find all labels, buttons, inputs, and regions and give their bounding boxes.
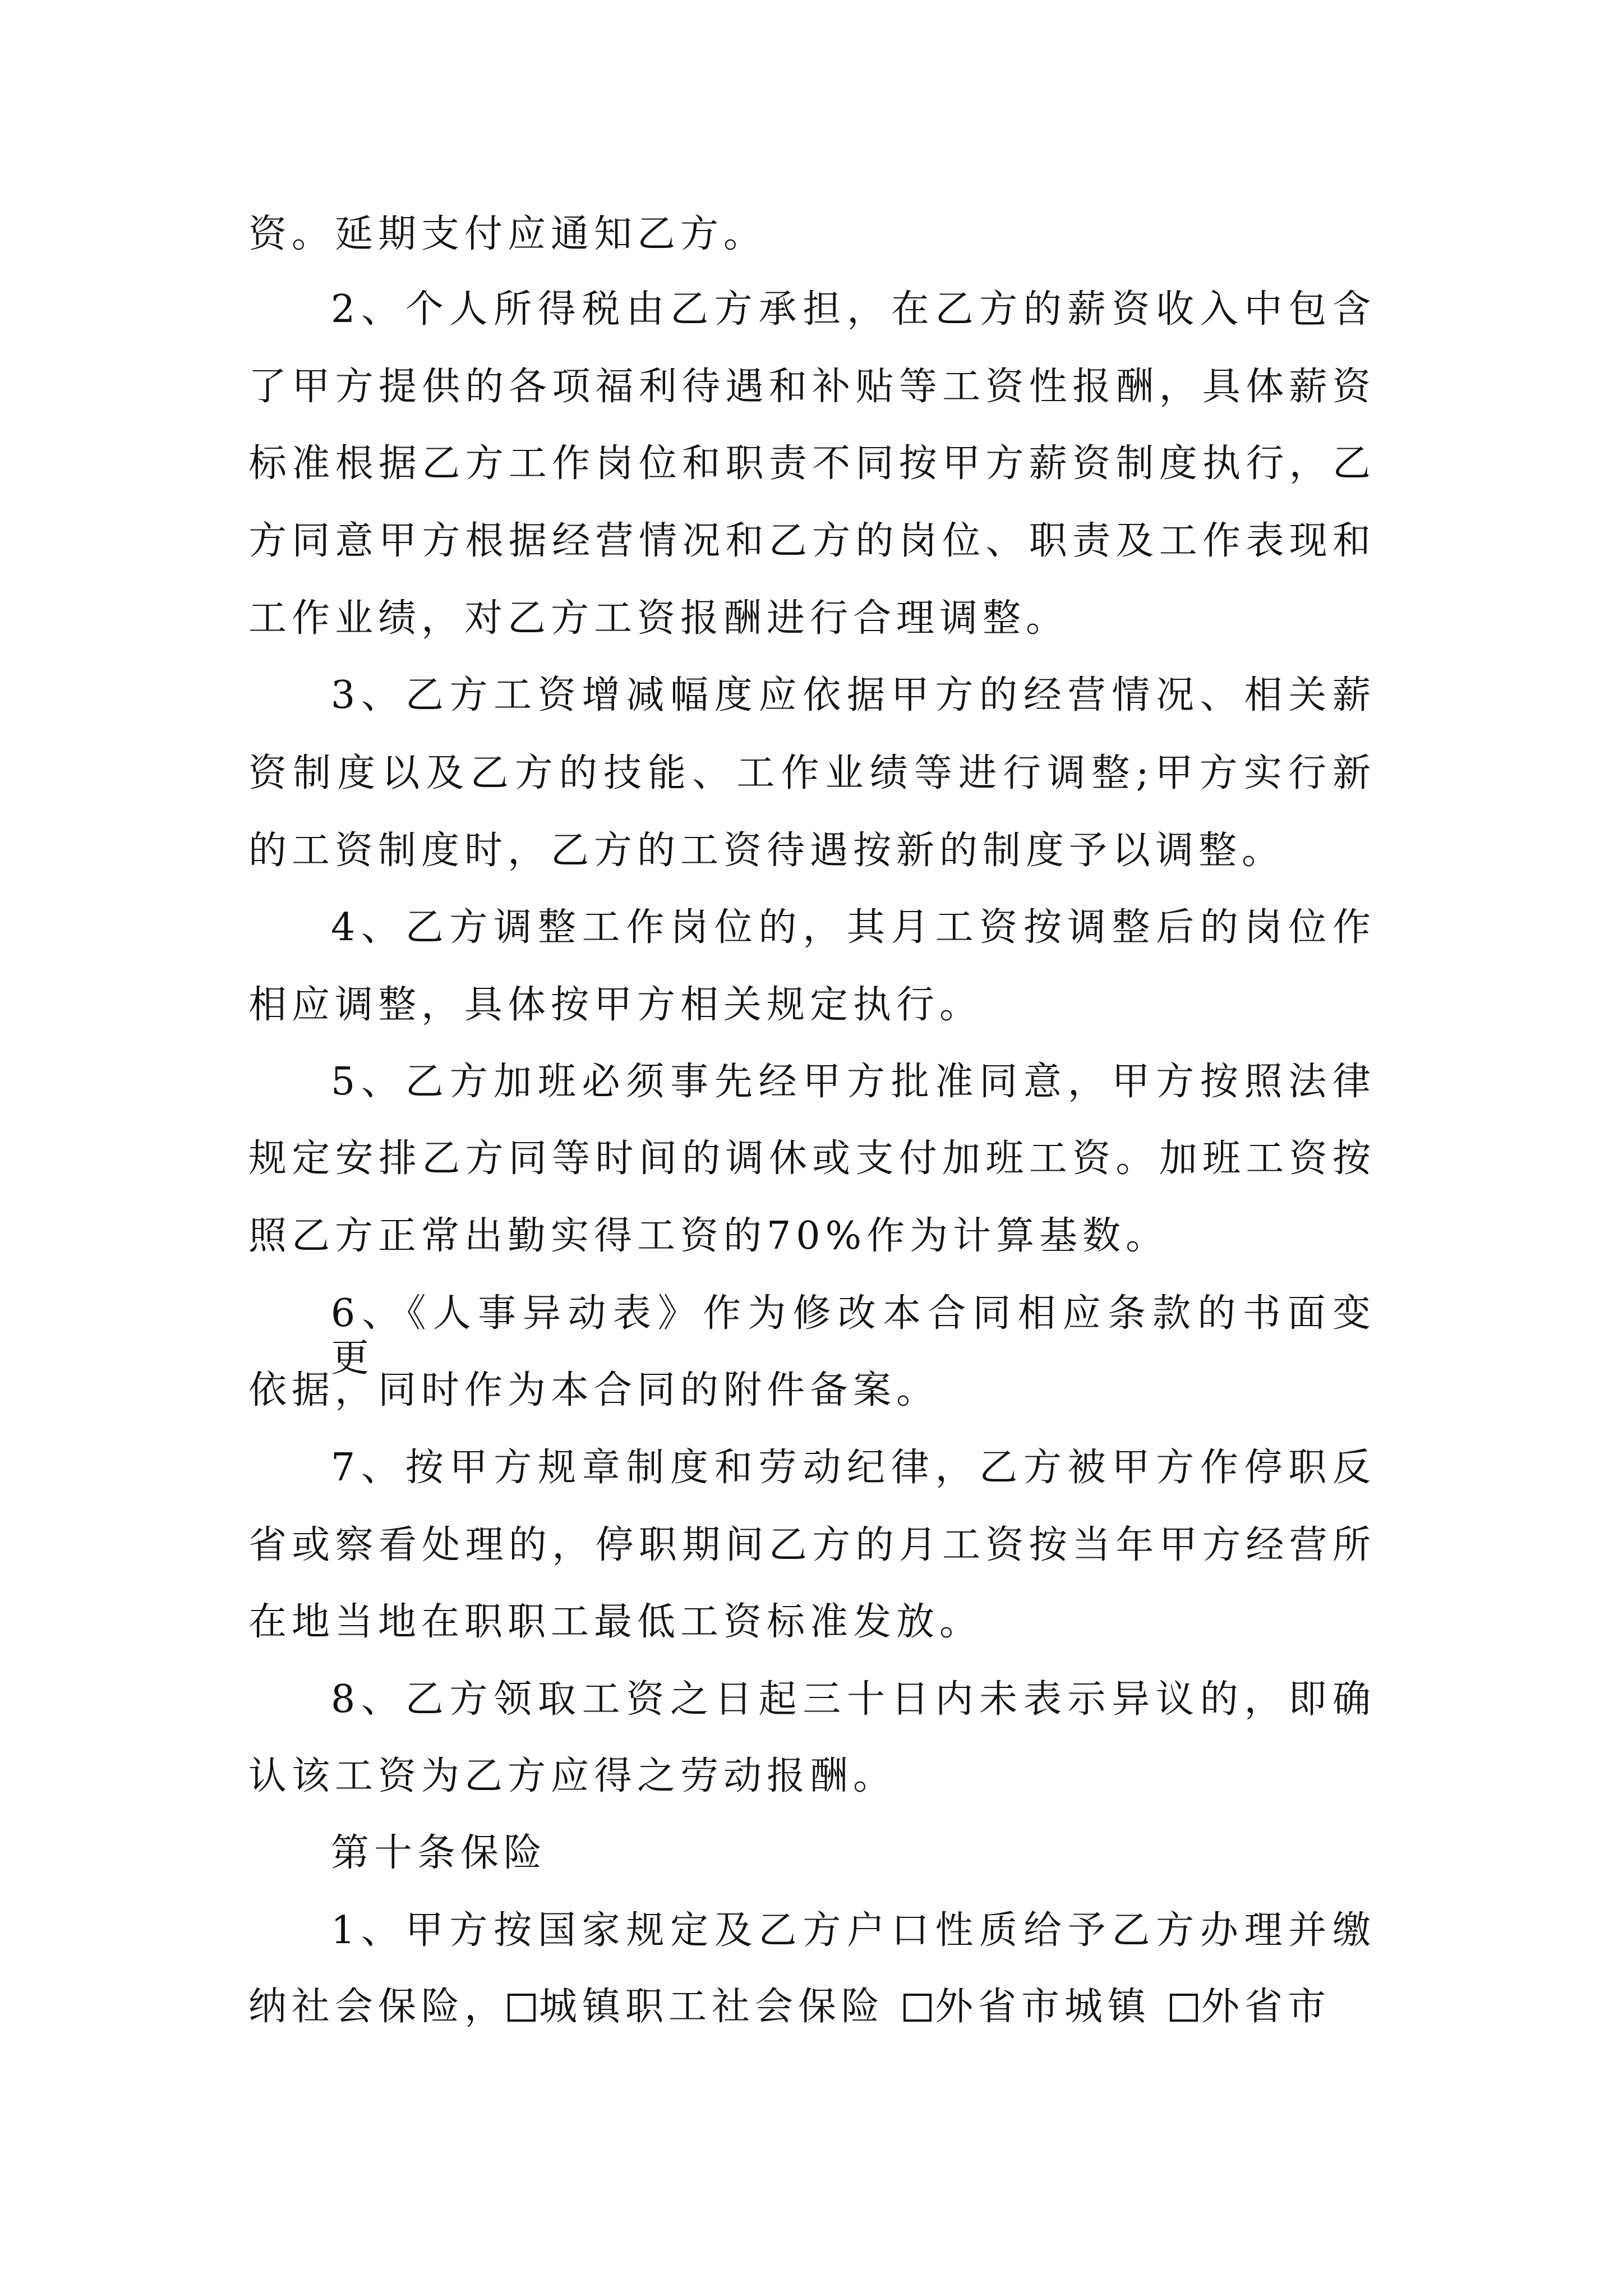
text-line-17: 7、按甲方规章制度和劳动纪律，乙方被甲方作停职反 [331, 1446, 1376, 1490]
text-line-7: 3、乙方工资增减幅度应依据甲方的经营情况、相关薪 [331, 673, 1376, 717]
text-line-9: 的工资制度时，乙方的工资待遇按新的制度予以调整。 [248, 829, 1285, 873]
text-line-12: 5、乙方加班必须事先经甲方批准同意，甲方按照法律 [331, 1060, 1376, 1104]
text-line-20: 8、乙方领取工资之日起三十日内未表示异议的，即确 [331, 1677, 1376, 1722]
text-line-10: 4、乙方调整工作岗位的，其月工资按调整后的岗位作 [331, 905, 1376, 950]
text-line-2: 2、个人所得税由乙方承担，在乙方的薪资收入中包含 [331, 287, 1376, 332]
text-line-24-lead: 纳社会保险， [248, 1985, 508, 2029]
text-line-1: 资。延期支付应通知乙方。 [248, 212, 767, 256]
checkbox-label-urban-employee-insurance: 城镇职工社会保险 [539, 1985, 885, 2029]
text-line-8: 资制度以及乙方的技能、工作业绩等进行调整;甲方实行新 [248, 751, 1376, 795]
section-heading: 第十条保险 [331, 1831, 547, 1875]
checkbox-other-province-urban[interactable] [903, 1994, 932, 2022]
text-line-23: 1、甲方按国家规定及乙方户口性质给予乙方办理并缴 [331, 1908, 1376, 1953]
checkbox-label-other-province: 外省市 [1201, 1985, 1331, 2029]
text-line-18: 省或察看处理的，停职期间乙方的月工资按当年甲方经营所 [248, 1523, 1376, 1567]
checkbox-urban-employee-insurance[interactable] [508, 1994, 536, 2022]
text-line-6: 工作业绩，对乙方工资报酬进行合理调整。 [248, 596, 1069, 641]
text-line-13: 规定安排乙方同等时间的调休或支付加班工资。加班工资按 [248, 1137, 1376, 1181]
text-line-11: 相应调整，具体按甲方相关规定执行。 [248, 983, 983, 1027]
text-line-19: 在地当地在职职工最低工资标准发放。 [248, 1600, 983, 1644]
text-line-14: 照乙方正常出勤实得工资的70%作为计算基数。 [248, 1214, 1169, 1258]
text-line-16: 依据，同时作为本合同的附件备案。 [248, 1368, 940, 1412]
text-line-24 [248, 1985, 1376, 2030]
text-line-21: 认该工资为乙方应得之劳动报酬。 [248, 1754, 897, 1798]
checkbox-label-other-province-urban: 外省市城镇 [935, 1985, 1151, 2029]
checkbox-other-province[interactable] [1170, 1994, 1198, 2022]
text-line-5: 方同意甲方根据经营情况和乙方的岗位、职责及工作表现和 [248, 519, 1376, 563]
text-line-15: 6、《人事异动表》作为修改本合同相应条款的书面变更 [331, 1291, 1376, 1381]
text-line-3: 了甲方提供的各项福利待遇和补贴等工资性报酬，具体薪资 [248, 365, 1376, 409]
text-line-4: 标准根据乙方工作岗位和职责不同按甲方薪资制度执行，乙 [248, 441, 1376, 486]
